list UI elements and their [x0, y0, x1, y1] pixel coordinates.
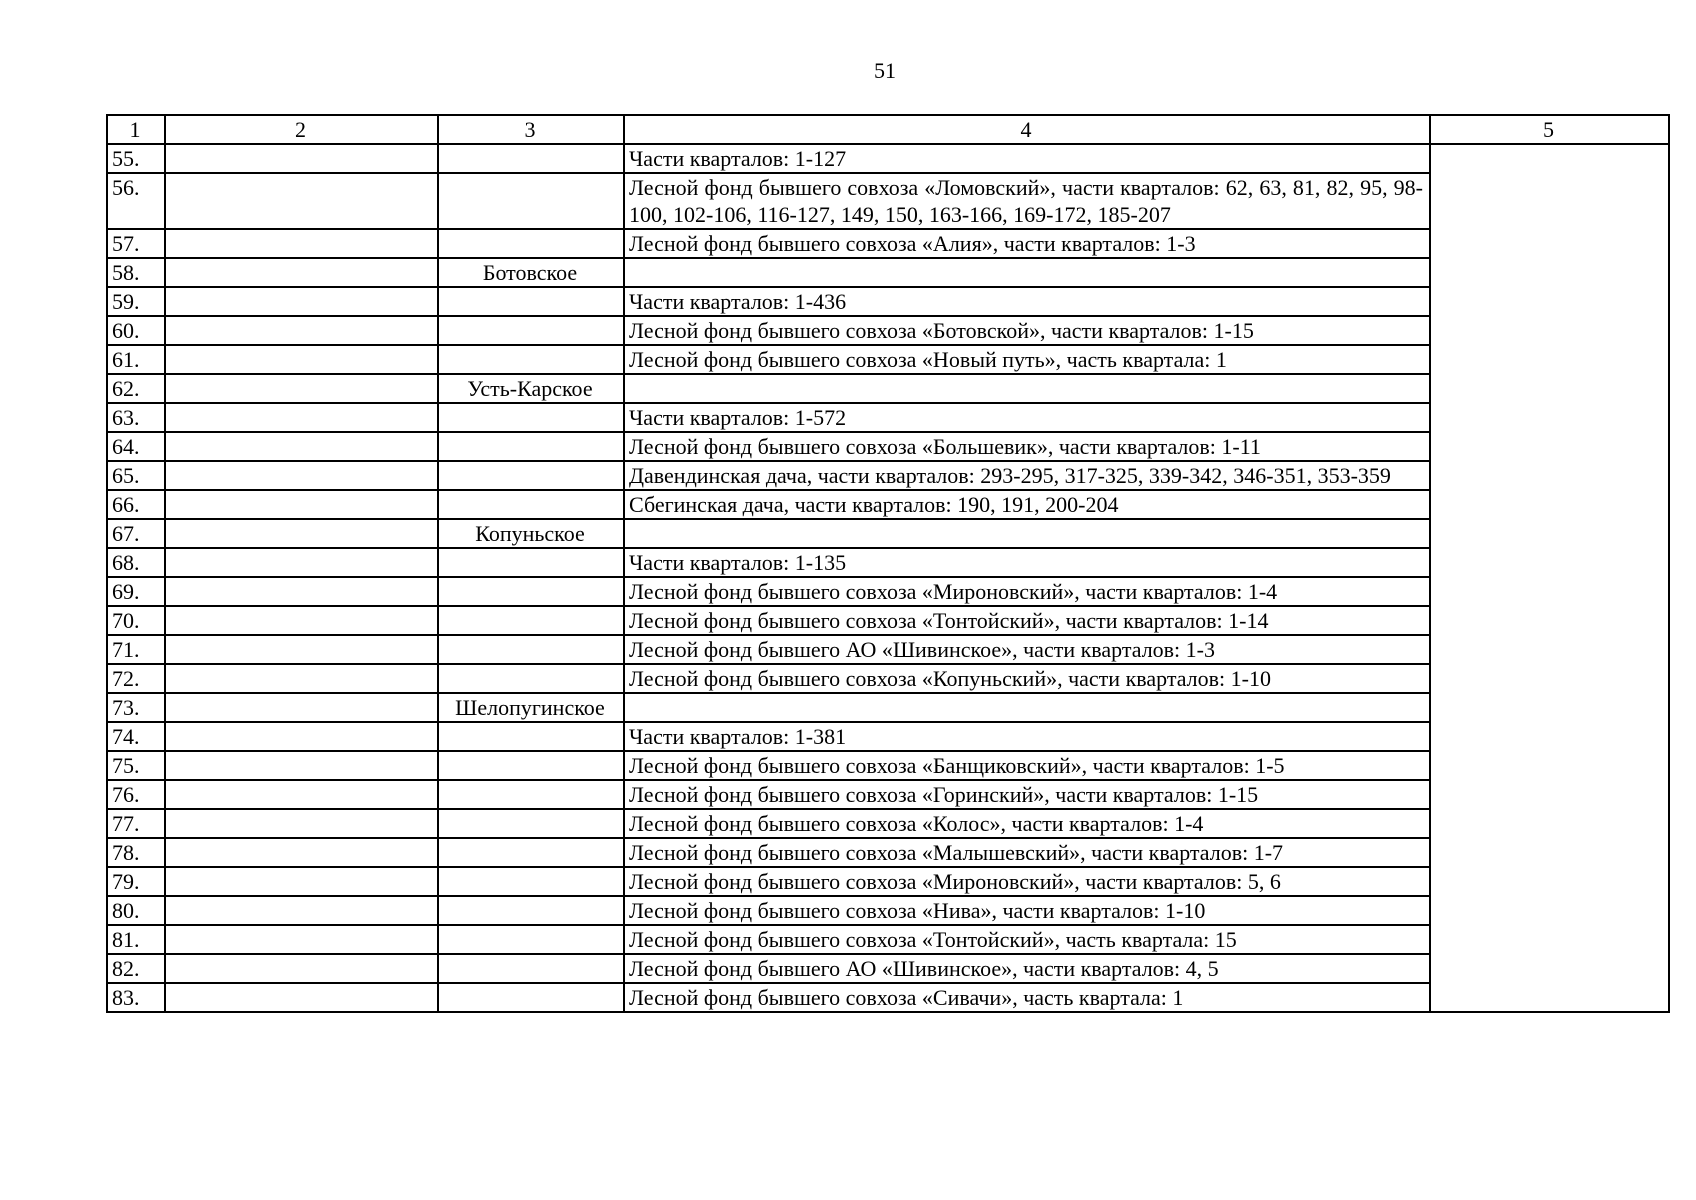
- column-5-cell: [1430, 490, 1669, 519]
- column-2-cell: [165, 403, 438, 432]
- column-header-3: 3: [438, 115, 624, 144]
- column-2-cell: [165, 316, 438, 345]
- row-number-cell: 82.: [107, 954, 165, 983]
- forest-parts-cell: Части кварталов: 1-127: [624, 144, 1430, 173]
- table-row: [107, 229, 1669, 258]
- column-5-cell: [1430, 606, 1669, 635]
- table-row: [107, 954, 1669, 983]
- row-number-cell: 78.: [107, 838, 165, 867]
- column-5-cell: [1430, 548, 1669, 577]
- settlement-cell: [438, 461, 624, 490]
- column-header-2: 2: [165, 115, 438, 144]
- forest-parts-cell: Лесной фонд бывшего совхоза «Мироновский», части кварталов: 1-4: [624, 577, 1430, 606]
- column-2-cell: [165, 229, 438, 258]
- settlement-cell: [438, 722, 624, 751]
- column-2-cell: [165, 144, 438, 173]
- table-row: [107, 461, 1669, 490]
- row-number-cell: 59.: [107, 287, 165, 316]
- column-5-cell: [1430, 374, 1669, 403]
- column-5-cell: [1430, 519, 1669, 548]
- table-row: [107, 809, 1669, 838]
- forest-parts-cell: Лесной фонд бывшего совхоза «Тонтойский», часть квартала: 15: [624, 925, 1430, 954]
- column-5-cell: [1430, 896, 1669, 925]
- settlement-cell: [438, 287, 624, 316]
- forest-parts-cell: Лесной фонд бывшего совхоза «Тонтойский», части кварталов: 1-14: [624, 606, 1430, 635]
- settlement-cell: Ботовское: [438, 258, 624, 287]
- column-5-cell: [1430, 780, 1669, 809]
- table-row: [107, 577, 1669, 606]
- settlement-cell: [438, 229, 624, 258]
- row-number-cell: 72.: [107, 664, 165, 693]
- table-row: [107, 751, 1669, 780]
- forest-parts-cell: Лесной фонд бывшего совхоза «Колос», части кварталов: 1-4: [624, 809, 1430, 838]
- row-number-cell: 81.: [107, 925, 165, 954]
- forest-parts-cell: Лесной фонд бывшего совхоза «Ломовский», части кварталов: 62, 63, 81, 82, 95, 98-100, 102-106, 116-127, 149, 150, 163-166, 169-172, 185-207: [624, 173, 1430, 229]
- settlement-cell: [438, 606, 624, 635]
- row-number-cell: 71.: [107, 635, 165, 664]
- forest-parts-cell: Лесной фонд бывшего совхоза «Нива», части кварталов: 1-10: [624, 896, 1430, 925]
- row-number-cell: 79.: [107, 867, 165, 896]
- forest-parts-cell: Лесной фонд бывшего совхоза «Ботовской», части кварталов: 1-15: [624, 316, 1430, 345]
- row-number-cell: 64.: [107, 432, 165, 461]
- settlement-cell: [438, 432, 624, 461]
- table-row: [107, 432, 1669, 461]
- table-row: [107, 925, 1669, 954]
- row-number-cell: 83.: [107, 983, 165, 1012]
- forest-parts-cell: Части кварталов: 1-572: [624, 403, 1430, 432]
- row-number-cell: 68.: [107, 548, 165, 577]
- table-row: [107, 144, 1669, 173]
- column-2-cell: [165, 664, 438, 693]
- settlement-cell: Копуньское: [438, 519, 624, 548]
- column-5-cell: [1430, 403, 1669, 432]
- forest-parts-cell: Лесной фонд бывшего совхоза «Мироновский», части кварталов: 5, 6: [624, 867, 1430, 896]
- table-row: [107, 490, 1669, 519]
- column-2-cell: [165, 577, 438, 606]
- forest-parts-cell: Лесной фонд бывшего совхоза «Алия», части кварталов: 1-3: [624, 229, 1430, 258]
- row-number-cell: 77.: [107, 809, 165, 838]
- column-5-cell: [1430, 983, 1669, 1012]
- row-number-cell: 80.: [107, 896, 165, 925]
- column-5-cell: [1430, 693, 1669, 722]
- column-2-cell: [165, 432, 438, 461]
- column-2-cell: [165, 896, 438, 925]
- forest-parts-cell: [624, 693, 1430, 722]
- column-5-cell: [1430, 954, 1669, 983]
- column-5-cell: [1430, 461, 1669, 490]
- forest-parts-cell: Части кварталов: 1-135: [624, 548, 1430, 577]
- settlement-cell: [438, 867, 624, 896]
- settlement-cell: [438, 896, 624, 925]
- settlement-cell: [438, 345, 624, 374]
- row-number-cell: 74.: [107, 722, 165, 751]
- column-2-cell: [165, 548, 438, 577]
- settlement-cell: [438, 780, 624, 809]
- forest-parts-cell: Сбегинская дача, части кварталов: 190, 191, 200-204: [624, 490, 1430, 519]
- row-number-cell: 58.: [107, 258, 165, 287]
- forest-fund-table: [106, 114, 1670, 1013]
- column-2-cell: [165, 693, 438, 722]
- forest-parts-cell: Части кварталов: 1-381: [624, 722, 1430, 751]
- row-number-cell: 69.: [107, 577, 165, 606]
- forest-parts-cell: Лесной фонд бывшего АО «Шивинское», части кварталов: 4, 5: [624, 954, 1430, 983]
- forest-parts-cell: Лесной фонд бывшего совхоза «Горинский», части кварталов: 1-15: [624, 780, 1430, 809]
- table-row: [107, 316, 1669, 345]
- column-5-cell: [1430, 258, 1669, 287]
- settlement-cell: [438, 548, 624, 577]
- column-2-cell: [165, 287, 438, 316]
- column-2-cell: [165, 867, 438, 896]
- column-2-cell: [165, 461, 438, 490]
- column-5-cell: [1430, 751, 1669, 780]
- table-header-row: [107, 115, 1669, 144]
- column-2-cell: [165, 490, 438, 519]
- row-number-cell: 56.: [107, 173, 165, 229]
- table-row: [107, 258, 1669, 287]
- table-row: [107, 287, 1669, 316]
- column-2-cell: [165, 345, 438, 374]
- settlement-cell: [438, 838, 624, 867]
- settlement-cell: [438, 925, 624, 954]
- row-number-cell: 66.: [107, 490, 165, 519]
- table-row: [107, 403, 1669, 432]
- forest-parts-cell: Лесной фонд бывшего совхоза «Большевик», части кварталов: 1-11: [624, 432, 1430, 461]
- column-2-cell: [165, 751, 438, 780]
- forest-parts-cell: [624, 258, 1430, 287]
- column-2-cell: [165, 780, 438, 809]
- column-5-cell: [1430, 925, 1669, 954]
- column-5-cell: [1430, 838, 1669, 867]
- table-row: [107, 374, 1669, 403]
- column-2-cell: [165, 374, 438, 403]
- settlement-cell: [438, 635, 624, 664]
- column-2-cell: [165, 954, 438, 983]
- row-number-cell: 62.: [107, 374, 165, 403]
- column-5-cell: [1430, 432, 1669, 461]
- column-2-cell: [165, 606, 438, 635]
- settlement-cell: [438, 664, 624, 693]
- column-2-cell: [165, 983, 438, 1012]
- forest-parts-cell: Лесной фонд бывшего совхоза «Копуньский», части кварталов: 1-10: [624, 664, 1430, 693]
- settlement-cell: [438, 403, 624, 432]
- row-number-cell: 61.: [107, 345, 165, 374]
- settlement-cell: [438, 490, 624, 519]
- column-2-cell: [165, 925, 438, 954]
- table-row: [107, 867, 1669, 896]
- column-5-cell: [1430, 722, 1669, 751]
- forest-parts-cell: Давендинская дача, части кварталов: 293-295, 317-325, 339-342, 346-351, 353-359: [624, 461, 1430, 490]
- settlement-cell: [438, 144, 624, 173]
- column-5-cell: [1430, 867, 1669, 896]
- row-number-cell: 60.: [107, 316, 165, 345]
- row-number-cell: 57.: [107, 229, 165, 258]
- table-row: [107, 780, 1669, 809]
- forest-parts-cell: [624, 519, 1430, 548]
- row-number-cell: 73.: [107, 693, 165, 722]
- table-row: [107, 983, 1669, 1012]
- row-number-cell: 67.: [107, 519, 165, 548]
- column-2-cell: [165, 519, 438, 548]
- table-row: [107, 635, 1669, 664]
- column-2-cell: [165, 635, 438, 664]
- forest-parts-cell: Части кварталов: 1-436: [624, 287, 1430, 316]
- table-row: [107, 606, 1669, 635]
- forest-parts-cell: [624, 374, 1430, 403]
- column-5-cell: [1430, 229, 1669, 258]
- table-row: [107, 548, 1669, 577]
- row-number-cell: 55.: [107, 144, 165, 173]
- table-row: [107, 519, 1669, 548]
- column-5-cell: [1430, 809, 1669, 838]
- settlement-cell: [438, 809, 624, 838]
- column-2-cell: [165, 258, 438, 287]
- column-5-cell: [1430, 635, 1669, 664]
- column-header-4: 4: [624, 115, 1430, 144]
- settlement-cell: [438, 173, 624, 229]
- table-row: [107, 693, 1669, 722]
- row-number-cell: 63.: [107, 403, 165, 432]
- column-5-cell: [1430, 345, 1669, 374]
- column-5-cell: [1430, 144, 1669, 173]
- forest-parts-cell: Лесной фонд бывшего совхоза «Новый путь», часть квартала: 1: [624, 345, 1430, 374]
- column-2-cell: [165, 809, 438, 838]
- table-row: [107, 664, 1669, 693]
- table-row: [107, 896, 1669, 925]
- forest-parts-cell: Лесной фонд бывшего совхоза «Банщиковский», части кварталов: 1-5: [624, 751, 1430, 780]
- column-header-1: 1: [107, 115, 165, 144]
- settlement-cell: [438, 577, 624, 606]
- column-5-cell: [1430, 287, 1669, 316]
- column-header-5: 5: [1430, 115, 1669, 144]
- forest-parts-cell: Лесной фонд бывшего совхоза «Сивачи», часть квартала: 1: [624, 983, 1430, 1012]
- settlement-cell: Шелопугинское: [438, 693, 624, 722]
- table-row: [107, 173, 1669, 229]
- row-number-cell: 75.: [107, 751, 165, 780]
- column-5-cell: [1430, 577, 1669, 606]
- settlement-cell: [438, 751, 624, 780]
- forest-parts-cell: Лесной фонд бывшего совхоза «Малышевский», части кварталов: 1-7: [624, 838, 1430, 867]
- page-number: 51: [874, 58, 896, 83]
- settlement-cell: [438, 316, 624, 345]
- row-number-cell: 70.: [107, 606, 165, 635]
- settlement-cell: [438, 983, 624, 1012]
- table-row: [107, 722, 1669, 751]
- column-5-cell: [1430, 173, 1669, 229]
- table-row: [107, 345, 1669, 374]
- settlement-cell: [438, 954, 624, 983]
- forest-parts-cell: Лесной фонд бывшего АО «Шивинское», части кварталов: 1-3: [624, 635, 1430, 664]
- column-5-cell: [1430, 316, 1669, 345]
- column-2-cell: [165, 722, 438, 751]
- settlement-cell: Усть-Карское: [438, 374, 624, 403]
- column-2-cell: [165, 838, 438, 867]
- table-row: [107, 838, 1669, 867]
- row-number-cell: 65.: [107, 461, 165, 490]
- row-number-cell: 76.: [107, 780, 165, 809]
- column-5-cell: [1430, 664, 1669, 693]
- column-2-cell: [165, 173, 438, 229]
